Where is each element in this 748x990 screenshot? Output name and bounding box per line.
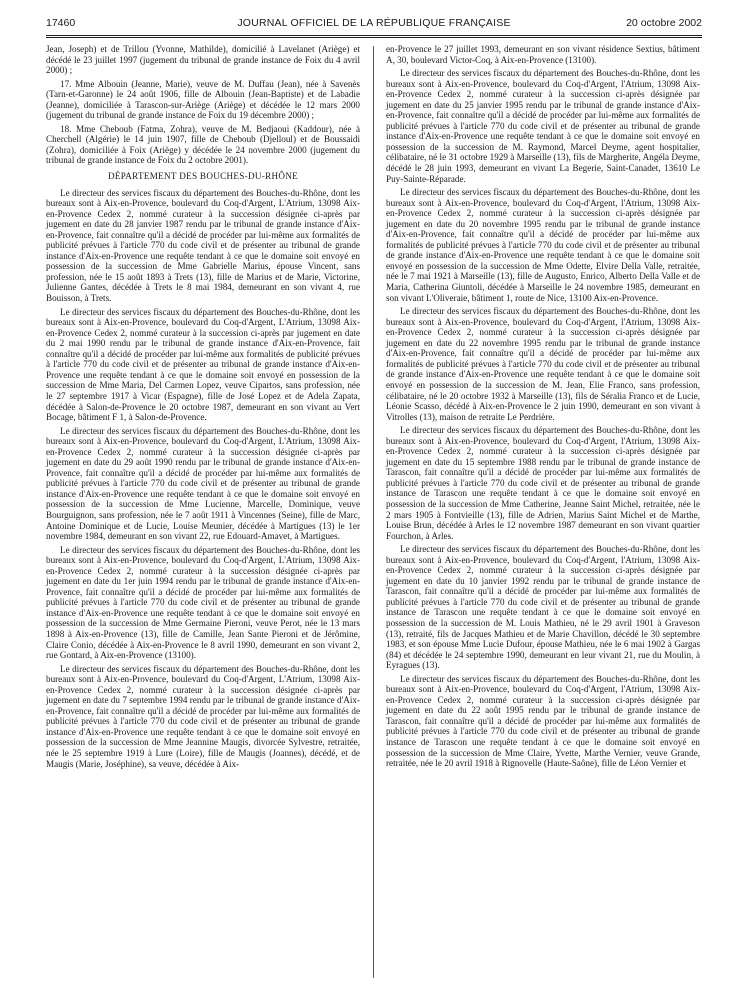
journal-title: JOURNAL OFFICIEL DE LA RÉPUBLIQUE FRANÇAISE: [237, 17, 511, 29]
paragraph: Le directeur des services fiscaux du département des Bouches-du-Rhône, dont les bureaux sont à Aix-en-Provence, boulevard du Coq-d'Argent, l'Atrium, 13098 Aix-en-Provence Cedex 2, nommé curateur à la succession ci-après désignée par jugement en date du 22 novembre 1995 rendu par le tribunal de grande instance d'Aix-en-Provence, fait connaître qu'il a décidé de procéder par lui-même aux formalités de publicité prévues à l'article 770 du code civil et de présenter au tribunal de grande instance d'Aix-en-Provence une requête tendant à ce que le domaine soit envoyé en possession de la succession de M. Jean, Elie Franco, sans profession, célibataire, né le 20 octobre 1932 à Marseille (13), fils de Séralia Franco et de Lucie, Léonie Scasso, décédé à Aix-en-Provence le 2 juin 1990, demeurant en son vivant à Vitrolles (13), maison de retraite Le Perdrière.: [386, 306, 700, 422]
paragraph: 17. Mme Albouin (Jeanne, Marie), veuve de M. Duffau (Jean), née à Savenès (Tarn-et-Garonne) le 24 août 1906, fille de Albouin (Jean-Baptiste) et de Labadie (Jeanne), domiciliée à Tarascon-sur-Ariège (Ariège) et décédée le 12 mars 2000 (jugement du tribunal de grande instance de Foix du 19 décembre 2000) ;: [46, 78, 360, 121]
paragraph: en-Provence le 27 juillet 1993, demeurant en son vivant résidence Sextius, bâtiment A, 30, boulevard Victor-Coq, à Aix-en-Provence (13100).: [386, 44, 700, 65]
paragraph: Le directeur des services fiscaux du département des Bouches-du-Rhône, dont les bureaux sont à Aix-en-Provence, boulevard du Coq-d'Argent, L'Atrium, 13098 Aix-en-Provence Cedex 2, nommé curateur à la succession désignée ci-après par jugement en date du 1er juin 1994 rendu par le tribunal de grande instance d'Aix-en-Provence, fait connaître qu'il a décidé de procéder par lui-même aux formalités de publicité prévues à l'article 770 du code civil et de présenter au tribunal de grande instance d'Aix-en-Provence une requête tendant à ce que le domaine soit envoyé en possession de la succession de Mme Germaine Pieroni, veuve Perot, née le 13 mars 1898 à Aix-en-Provence (13), fille de Camille, Jean Sante Pieroni et de Jérômine, Claire Conio, décédée à Aix-en-Provence le 8 avril 1990, demeurant en son vivant 2, rue Gontard, à Aix-en-Provence (13100).: [46, 544, 360, 661]
paragraph: Le directeur des services fiscaux du département des Bouches-du-Rhône, dont les bureaux sont à Aix-en-Provence, boulevard du Coq-d'Argent, L'Atrium, 13098 Aix-en-Provence Cedex 2, nommé curateur à la succession désignée ci-après par jugement en date du 29 août 1990 rendu par le tribunal de grande instance d'Aix-en-Provence, fait connaître qu'il a décidé de procéder par lui-même aux formalités de publicité prévues à l'article 770 du code civil et de présenter au tribunal de grande instance d'Aix-en-Provence une requête tendant à ce que le domaine soit envoyé en possession de la succession de Mme Lucienne, Marcelle, Dominique, veuve Bourguignon, sans profession, née le 7 août 1911 à Vincennes (Seine), fille de Marc, Antoine Dominique et de Lucie, Louise Meunier, décédée à Martigues (13) le 1er novembre 1984, demeurant en son vivant 22, rue Edouard-Amavet, à Martigues.: [46, 425, 360, 542]
paragraph: Jean, Joseph) et de Trillou (Yvonne, Mathilde), domicilié à Lavelanet (Ariège) et décédé le 23 juillet 1997 (jugement du tribunal de grande instance de Foix du 4 avril 2000) ;: [46, 44, 360, 76]
right-column: [386, 44, 700, 772]
header-rule-double: [46, 37, 702, 38]
left-column: [46, 44, 360, 772]
paragraph: Le directeur des services fiscaux du département des Bouches-du-Rhône, dont les bureaux sont à Aix-en-Provence, boulevard du Coq-d'Argent, l'Atrium, 13098 Aix-en-Provence Cedex 2, nommé curateur à la succession ci-après désignée par jugement en date du 15 septembre 1988 rendu par le tribunal de grande instance de Tarascon, fait connaître qu'il a décidé de procéder par lui-même aux formalités de publicité prévues à l'article 770 du code civil et de présenter au tribunal de grande instance de Tarascon une requête tendant à ce que le domaine soit envoyé en possession de la succession de Mme Catherine, Jeanne Saint Michel, retraitée, née le 2 mars 1905 à Fontvieille (13), fille de Adrien, Marius Saint Michel et de Marthe, Louise Brun, décédée à Arles le 12 novembre 1987 demeurant en son vivant quartier Fourchon, à Arles.: [386, 425, 700, 541]
paragraph: 18. Mme Cheboub (Fatma, Zohra), veuve de M. Bedjaoui (Kaddour), née à Cherchell (Algérie) le 14 juin 1907, fille de Cheboub (Djelloul) et de Boussaidi (Zohra), domiciliée à Foix (Ariège) y décédée le 24 novembre 2000 (jugement du tribunal de grande instance de Foix du 2 octobre 2001).: [46, 123, 360, 166]
issue-date: 20 octobre 2002: [626, 17, 702, 29]
paragraph: Le directeur des services fiscaux du département des Bouches-du-Rhône, dont les bureaux sont à Aix-en-Provence, boulevard du Coq-d'Argent, l'Atrium, 13098 Aix-en-Provence Cedex 2, nommé curateur à la succession ci-après désignée par jugement en date du 22 août 1995 rendu par le tribunal de grande instance de Tarascon, fait connaître qu'il a décidé de procéder par lui-même aux formalités de publicité prévues à l'article 770 du code civil et de présenter au tribunal de grande instance de Tarascon une requête tendant à ce que le domaine soit envoyé en possession de la succession de Mme Claire, Yvette, Marthe Vernier, veuve Grande, retraitée, née le 20 avril 1918 à Rignovelle (Haute-Saône), fille de Léon Vernier et: [386, 673, 700, 769]
column-divider: [373, 46, 374, 978]
page-header: [46, 17, 702, 33]
paragraph: Le directeur des services fiscaux du département des Bouches-du-Rhône, dont les bureaux sont à Aix-en-Provence, boulevard du Coq-d'Argent, L'Atrium, 13098 Aix-en-Provence Cedex 2, nommé curateur à la succession désignée ci-après par jugement en date du 28 janvier 1987 rendu par le tribunal de grande instance d'Aix-en-Provence, fait connaître qu'il a décidé de procéder par lui-même aux formalités de publicité prévues à l'article 770 du code civil et de présenter au tribunal de grande instance d'Aix-en-Provence une requête tendant à ce que le domaine soit envoyé en possession de la succession de Mme Gabrielle Marius, épouse Vincent, sans profession, née le 15 août 1893 à Trets (13), fille de Marius et de Marie, Victorine, Julienne Gantes, décédée à Trets le 8 mai 1984, demeurant en son vivant 4, rue Bouisson, à Trets.: [46, 187, 360, 304]
header-rule: [46, 35, 702, 36]
paragraph: Le directeur des services fiscaux du département des Bouches-du-Rhône, dont les bureaux sont à Aix-en-Provence, boulevard du Coq-d'Argent, L'Atrium, 13098 Aix-en-Provence Cedex 2, nommé curateur à la succession désignée ci-après par jugement en date du 7 septembre 1994 rendu par le tribunal de grande instance d'Aix-en-Provence, fait connaître qu'il a décidé de procéder par lui-même aux formalités de publicité prévues à l'article 770 du code civil et de présenter au tribunal de grande instance d'Aix-en-Provence une requête tendant à ce que le domaine soit envoyé en possession de la succession de Mme Jeannine Maugis, divorcée Sylvestre, retraitée, née le 25 septembre 1919 à Lure (Loire), fille de Maugis (Joannes), décédé, et de Maugis (Marie, Joséphine), sa veuve, décédée à Aix-: [46, 663, 360, 769]
page-number: 17460: [46, 17, 76, 29]
section-heading: DÉPARTEMENT DES BOUCHES-DU-RHÔNE: [107, 171, 299, 182]
paragraph: Le directeur des services fiscaux du département des Bouches-du-Rhône, dont les bureaux sont à Aix-en-Provence, boulevard du Coq-d'Argent, L'Atrium, 13098 Aix-en-Provence Cedex 2, nommé curateur à la succession ci-après par jugement en date du 2 mai 1990 rendu par le tribunal de grande instance d'Aix-en-Provence, fait connaître qu'il a décidé de procéder par lui-même aux formalités de publicité prévues à l'article 770 du code civil et de présenter au tribunal de grande instance d'Aix-en-Provence une requête tendant à ce que le domaine soit envoyé en possession de la succession de Mme Maria, Del Carmen Lopez, veuve Cipartos, sans profession, née le 27 septembre 1917 à Vicar (Espagne), fille de José Lopez et de Adela Zapata, décédée à Salon-de-Provence le 20 octobre 1987, demeurant en son vivant au Vert Bocage, bâtiment F 1, à Salon-de-Provence.: [46, 306, 360, 423]
paragraph: Le directeur des services fiscaux du département des Bouches-du-Rhône, dont les bureaux sont à Aix-en-Provence, boulevard du Coq-d'Argent, l'Atrium, 13098 Aix-en-Provence Cedex 2, nommé curateur à la succession ci-après désignée par jugement en date du 25 janvier 1995 rendu par le tribunal de grande instance d'Aix-en-Provence, fait connaître qu'il a décidé de procéder par lui-même aux formalités de publicité prévues à l'article 770 du code civil et de présenter au tribunal de grande instance d'Aix-en-Provence une requête tendant à ce que le domaine soit envoyé en possession de la succession de M. Raymond, Marcel Deyme, agent hospitalier, célibataire, né le 31 octobre 1929 à Marseille (13), fils de Margherite, Angéla Deyme, décédé le 28 juin 1993, demeurant en vivant La Begerie, Saint-Canadet, 13610 Le Puy-Sainte-Réparade.: [386, 68, 700, 184]
paragraph: Le directeur des services fiscaux du département des Bouches-du-Rhône, dont les bureaux sont à Aix-en-Provence, boulevard du Coq-d'Argent, l'Atrium, 13098 Aix-en-Provence Cedex 2, nommé curateur à la succession ci-après désignée par jugement en date du 10 janvier 1992 rendu par le tribunal de grande instance de Tarascon, fait connaître qu'il a décidé de procéder par lui-même aux formalités de publicité prévues à l'article 770 du code civil et de présenter au tribunal de grande instance de Tarascon une requête tendant à ce que le domaine soit envoyé en possession de la succession de M. Louis Mathieu, né le 29 avril 1901 à Graveson (13), retraité, fils de Jacques Mathieu et de Marie Chavillon, décédé le 30 septembre 1983, et son épouse Mme Lucie Dufour, épouse Mathieu, née le 6 mai 1902 à Gargas (84) et décédée le 24 septembre 1990, demeurant en leur vivant 21, rue du Moulin, à Eyragues (13).: [386, 544, 700, 671]
paragraph: Le directeur des services fiscaux du département des Bouches-du-Rhône, dont les bureaux sont à Aix-en-Provence, boulevard du Coq-d'Argent, l'Atrium, 13098 Aix-en-Provence Cedex 2, nommé curateur à la succession ci-après désignée par jugement en date du 20 novembre 1995 rendu par le tribunal de grande instance d'Aix-en-Provence, fait connaître qu'il a décidé de procéder par lui-même aux formalités de publicité prévues à l'article 770 du code civil et de présenter au tribunal de grande instance d'Aix-en-Provence une requête tendant à ce que le domaine soit envoyé en possession de la succession de Mme Odette, Elvire Della Valle, retraitée, née le 7 mai 1921 à Marseille (13), fille de Augusto, Enrico, Alberto Della Valle et de Maria, Catherina Giuntoli, décédée à Marseille le 24 novembre 1985, demeurant en son vivant L'Oliveraie, bâtiment 1, route de Nice, 13100 Aix-en-Provence.: [386, 187, 700, 303]
